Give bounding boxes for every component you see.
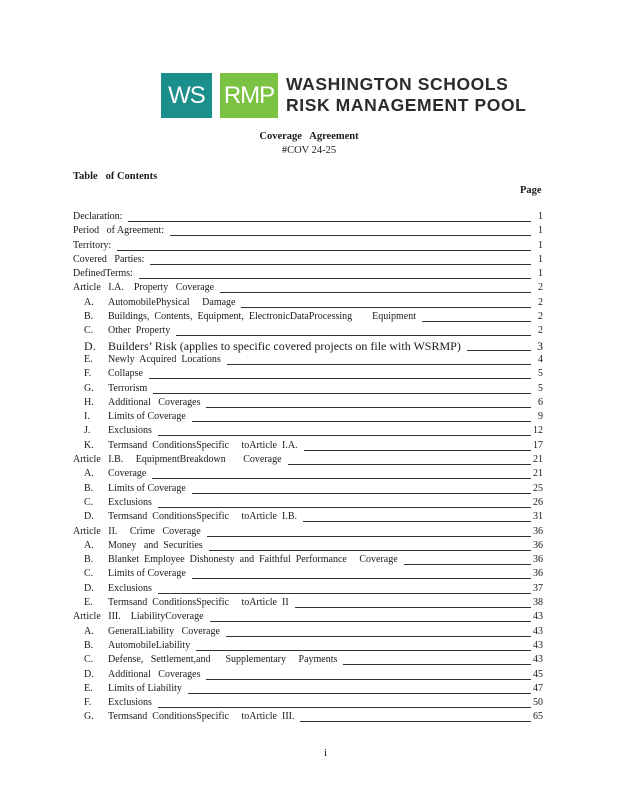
toc-entry[interactable]: [73, 281, 543, 295]
document-title: Coverage Agreement: [259, 131, 359, 142]
toc-leader-line: [188, 693, 531, 694]
toc-leader-line: [117, 250, 531, 251]
toc-leader-line: [150, 264, 531, 265]
toc-entry[interactable]: [73, 382, 543, 396]
toc-entry-label: Covered Parties:: [73, 253, 145, 265]
toc-entry[interactable]: [73, 453, 543, 467]
toc-entry[interactable]: [73, 553, 543, 567]
toc-entry-letter: H.: [84, 396, 94, 408]
toc-entry-letter: F.: [84, 368, 92, 380]
toc-entry-letter: B.: [84, 311, 94, 323]
toc-entry-page: 17: [533, 439, 543, 451]
toc-leader-line: [192, 493, 531, 494]
toc-leader-line: [192, 578, 531, 579]
toc-leader-line: [206, 407, 531, 408]
toc-leader-line: [422, 321, 531, 322]
toc-leader-line: [158, 507, 531, 508]
toc-entry-letter: J.: [84, 425, 91, 437]
toc-entry-page: 1: [538, 268, 543, 280]
toc-entry-letter: D.: [84, 338, 96, 353]
toc-leader-line: [209, 550, 531, 551]
toc-entry-label: Exclusions: [108, 425, 152, 437]
toc-entry-letter: G.: [84, 382, 94, 394]
toc-entry-page: 43: [533, 654, 543, 666]
toc-entry-label: Termsand ConditionsSpecific toArticle II: [108, 597, 289, 609]
toc-entry-label: AutomobilePhysical Damage: [108, 296, 236, 308]
toc-entry-label: Period of Agreement:: [73, 225, 165, 237]
toc-entry-page: 36: [533, 525, 543, 537]
toc-leader-line: [206, 679, 531, 680]
toc-entry-page: 43: [533, 639, 543, 651]
logo-ws-box: WS: [161, 73, 212, 118]
toc-entry-label: Article I.A. Property Coverage: [73, 282, 215, 294]
toc-entry[interactable]: [73, 367, 543, 381]
toc-entry[interactable]: [73, 582, 543, 596]
toc-entry-page: 43: [533, 625, 543, 637]
toc-entry-label: Exclusions: [108, 582, 152, 594]
toc-entry-letter: C.: [84, 568, 94, 580]
toc-entry[interactable]: [73, 324, 543, 338]
toc-entry-page: 4: [538, 353, 543, 365]
logo-line-1: WASHINGTON SCHOOLS: [286, 74, 509, 94]
toc-leader-line: [153, 393, 531, 394]
toc-entry[interactable]: [73, 653, 543, 667]
toc-entry[interactable]: [73, 267, 543, 281]
toc-entry-label: Builders’ Risk (applies to specific covered projects on file with WSRMP): [108, 338, 461, 353]
toc-entry[interactable]: [73, 696, 543, 710]
toc-entry-page: 1: [538, 225, 543, 237]
toc-entry-letter: A.: [84, 539, 94, 551]
toc-entry-label: Declaration:: [73, 211, 123, 222]
toc-leader-line: [241, 307, 531, 308]
toc-entry-page: 2: [538, 296, 543, 308]
toc-entry[interactable]: [73, 710, 543, 724]
toc-leader-line: [192, 421, 531, 422]
toc-leader-line: [404, 564, 531, 565]
toc-entry-letter: B.: [84, 554, 94, 566]
toc-entry-page: 50: [533, 697, 543, 709]
toc-entry-label: Territory:: [73, 239, 112, 251]
toc-entry-label: Limits of Liability: [108, 682, 182, 694]
toc-leader-line: [288, 464, 531, 465]
toc-entry-letter: C.: [84, 654, 94, 666]
toc-entry-page: 25: [533, 482, 543, 494]
toc-entry[interactable]: [73, 482, 543, 496]
toc-entry[interactable]: [73, 353, 543, 367]
toc-entry[interactable]: [73, 210, 543, 224]
toc-entry[interactable]: [73, 510, 543, 524]
toc-entry[interactable]: [73, 310, 543, 324]
toc-leader-line: [467, 350, 531, 351]
toc-leader-line: [170, 235, 531, 236]
toc-entry-page: 5: [538, 368, 543, 380]
toc-entry-label: Exclusions: [108, 496, 152, 508]
toc-entry-page: 6: [538, 396, 543, 408]
toc-entry[interactable]: [73, 439, 543, 453]
toc-leader-line: [343, 664, 531, 665]
toc-entry-letter: G.: [84, 711, 94, 723]
toc-entry-page: 36: [533, 554, 543, 566]
toc-entry[interactable]: [73, 424, 543, 438]
toc-leader-line: [139, 278, 531, 279]
toc-entry[interactable]: [73, 253, 543, 267]
toc-entry-letter: E.: [84, 353, 93, 365]
toc-entry-label: DefinedTerms:: [73, 268, 133, 280]
toc-entry-label: Money and Securities: [108, 539, 203, 551]
toc-entry-label: Article III. LiabilityCoverage: [73, 611, 204, 623]
page-column-heading: Page: [520, 185, 542, 196]
toc-leader-line: [196, 650, 531, 651]
toc-entry-page: 2: [538, 311, 543, 323]
toc-leader-line: [227, 364, 531, 365]
logo-line-2: RISK MANAGEMENT POOL: [286, 95, 527, 115]
toc-entry-letter: B.: [84, 482, 94, 494]
logo-wordmark: [286, 73, 526, 118]
toc-entry-page: 65: [533, 711, 543, 723]
toc-entry-page: 3: [537, 338, 543, 353]
toc-entry[interactable]: [73, 567, 543, 581]
toc-leader-line: [158, 435, 531, 436]
toc-entry-label: Limits of Coverage: [108, 482, 186, 494]
toc-leader-line: [304, 450, 531, 451]
toc-entry[interactable]: [73, 596, 543, 610]
toc-entry-label: Article I.B. EquipmentBreakdown Coverage: [73, 454, 282, 466]
toc-leader-line: [158, 707, 531, 708]
toc-entry-page: 12: [533, 425, 543, 437]
toc-entry[interactable]: [73, 525, 543, 539]
toc-leader-line: [300, 721, 531, 722]
toc-entry[interactable]: [73, 610, 543, 624]
toc-entry-page: 21: [533, 454, 543, 466]
toc-entry-page: 38: [533, 597, 543, 609]
toc-entry-letter: A.: [84, 468, 94, 480]
toc-entry-page: 9: [538, 411, 543, 423]
logo: [161, 73, 526, 118]
toc-entry-letter: I.: [84, 411, 90, 423]
toc-entry-page: 5: [538, 382, 543, 394]
logo-rmp-box: RMP: [220, 73, 278, 118]
footer-page-number: i: [324, 747, 328, 759]
toc-entry[interactable]: [73, 639, 543, 653]
toc-entry-page: 43: [533, 611, 543, 623]
toc-entry-letter: D.: [84, 582, 94, 594]
toc-entry[interactable]: [73, 396, 543, 410]
toc-entry-letter: F.: [84, 697, 92, 709]
toc-leader-line: [152, 478, 531, 479]
toc-entry-letter: E.: [84, 682, 93, 694]
toc-entry-label: Termsand ConditionsSpecific toArticle I.B.: [108, 511, 297, 523]
toc-entry-label: Additional Coverages: [108, 396, 201, 408]
toc-entry-letter: C.: [84, 325, 94, 337]
toc-leader-line: [226, 636, 531, 637]
toc-entry-label: Exclusions: [108, 697, 152, 709]
toc-leader-line: [295, 607, 531, 608]
toc-entry[interactable]: [73, 668, 543, 682]
toc-entry-label: Additional Coverages: [108, 668, 201, 680]
toc-entry-letter: B.: [84, 639, 94, 651]
toc-heading: Table of Contents: [73, 171, 158, 182]
toc-entry[interactable]: [73, 296, 543, 310]
toc-leader-line: [158, 593, 531, 594]
toc-entry[interactable]: [73, 339, 543, 353]
toc-entry[interactable]: [73, 239, 543, 253]
toc-entry-page: 2: [538, 325, 543, 337]
document-number: #COV 24-25: [281, 145, 337, 156]
toc-entry-label: AutomobileLiability: [108, 639, 191, 651]
toc-entry-letter: D.: [84, 511, 94, 523]
toc-entry-label: Limits of Coverage: [108, 411, 186, 423]
toc-entry-page: 31: [533, 511, 543, 523]
toc-entry-page: 36: [533, 568, 543, 580]
toc-leader-line: [210, 621, 531, 622]
toc-entry-page: 45: [533, 668, 543, 680]
toc-entry-label: Article II. Crime Coverage: [73, 525, 201, 537]
toc-entry-page: 21: [533, 468, 543, 480]
toc-entry-page: 47: [533, 682, 543, 694]
toc-leader-line: [149, 378, 531, 379]
toc-entry-page: 1: [538, 211, 543, 222]
toc-leader-line: [207, 536, 531, 537]
toc-entry-label: Newly Acquired Locations: [108, 353, 221, 365]
toc-entry-label: Termsand ConditionsSpecific toArticle I.A.: [108, 439, 298, 451]
toc-entry[interactable]: [73, 410, 543, 424]
toc-entry-label: Limits of Coverage: [108, 568, 186, 580]
toc-entry-label: Defense, Settlement,and Supplementary Payments: [108, 654, 338, 666]
toc-leader-line: [128, 221, 531, 222]
toc-entry[interactable]: [73, 467, 543, 481]
toc-entry[interactable]: [73, 539, 543, 553]
toc-entry-label: Buildings, Contents, Equipment, ElectronicDataProcessing Equipment: [108, 311, 417, 323]
toc-entry-page: 1: [538, 253, 543, 265]
toc-entry-page: 26: [533, 496, 543, 508]
toc-leader-line: [303, 521, 531, 522]
toc-entry[interactable]: [73, 496, 543, 510]
toc-entry-label: Blanket Employee Dishonesty and Faithful Performance Coverage: [108, 554, 398, 566]
toc-entry[interactable]: [73, 682, 543, 696]
toc-entry-letter: D.: [84, 668, 94, 680]
toc-leader-line: [176, 335, 531, 336]
toc-entry-letter: E.: [84, 597, 93, 609]
toc-entry-letter: A.: [84, 625, 94, 637]
table-of-contents: [73, 210, 543, 725]
toc-entry-page: 36: [533, 539, 543, 551]
toc-entry-label: Termsand ConditionsSpecific toArticle III.: [108, 711, 295, 723]
toc-entry-label: GeneralLiability Coverage: [108, 625, 220, 637]
toc-entry-letter: A.: [84, 296, 94, 308]
toc-leader-line: [220, 292, 531, 293]
toc-entry-page: 1: [538, 239, 543, 251]
toc-entry-page: 37: [533, 582, 543, 594]
toc-entry-letter: K.: [84, 439, 94, 451]
toc-entry-letter: C.: [84, 496, 94, 508]
toc-entry-label: Collapse: [108, 368, 143, 380]
toc-entry[interactable]: [73, 625, 543, 639]
toc-entry-label: Coverage: [108, 468, 147, 480]
toc-entry-page: 2: [538, 282, 543, 294]
toc-entry[interactable]: [73, 224, 543, 238]
toc-entry-label: Other Property: [108, 325, 171, 337]
toc-entry-label: Terrorism: [108, 382, 148, 394]
